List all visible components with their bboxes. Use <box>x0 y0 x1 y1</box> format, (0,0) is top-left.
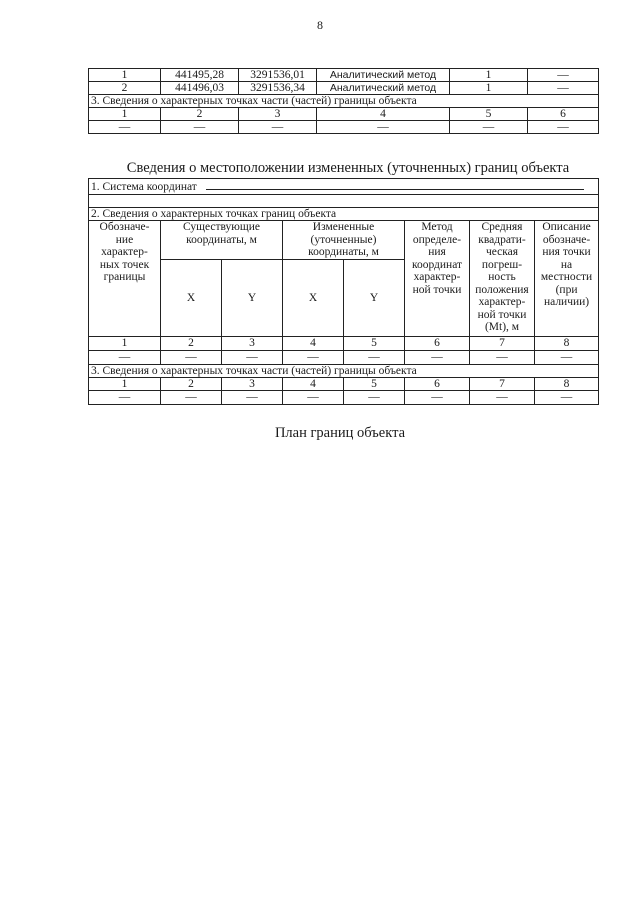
point-number-cell: 2 <box>89 82 161 95</box>
header-changed-y: Y <box>344 259 405 336</box>
header-method: Метод определе- ния координат характер- ной точки <box>405 221 470 337</box>
column-number-cell: 3 <box>222 377 283 390</box>
column-number-cell: 5 <box>450 108 528 121</box>
column-number-row <box>89 336 599 350</box>
coord-system-label: 1. Система координат <box>91 180 197 193</box>
point-number-cell: 1 <box>89 69 161 82</box>
changed-section-title: Сведения о местоположении измененных (уточненных) границ объекта <box>126 160 570 176</box>
dash-cell: — <box>161 350 222 364</box>
changed-boundaries-table <box>88 178 599 405</box>
column-number-cell: 6 <box>405 377 470 390</box>
dash-cell: — <box>89 350 161 364</box>
column-number-cell: 1 <box>89 377 161 390</box>
column-number-row <box>89 108 599 121</box>
x-coordinate-cell: 441496,03 <box>161 82 239 95</box>
description-cell: — <box>528 82 599 95</box>
blank-row <box>89 195 599 208</box>
top-section3-title: 3. Сведения о характерных точках части (частей) границы объекта <box>89 95 599 108</box>
column-number-cell: 7 <box>470 336 535 350</box>
method-cell: Аналитический метод <box>317 82 450 95</box>
dash-cell: — <box>470 350 535 364</box>
dash-cell: — <box>535 350 599 364</box>
column-number-cell: 1 <box>89 336 161 350</box>
dash-cell: — <box>161 121 239 134</box>
dash-cell: — <box>470 390 535 404</box>
empty-value-row <box>89 121 599 134</box>
top-coordinates-table <box>88 68 599 134</box>
dash-cell: — <box>405 390 470 404</box>
column-number-cell: 1 <box>89 108 161 121</box>
header-existing-y: Y <box>222 259 283 336</box>
header-existing-x: X <box>161 259 222 336</box>
empty-value-row <box>89 350 599 364</box>
table-row <box>89 82 599 95</box>
dash-cell: — <box>222 350 283 364</box>
column-number-cell: 2 <box>161 377 222 390</box>
header-changed-coords: Измененные (уточненные) координаты, м <box>283 221 405 260</box>
mt-cell: 1 <box>450 69 528 82</box>
column-number-cell: 2 <box>161 336 222 350</box>
dash-cell: — <box>528 121 599 134</box>
column-number-cell: 4 <box>283 336 344 350</box>
dash-cell: — <box>535 390 599 404</box>
dash-cell: — <box>161 390 222 404</box>
column-number-cell: 5 <box>344 377 405 390</box>
column-number-cell: 4 <box>283 377 344 390</box>
empty-value-row <box>89 390 599 404</box>
header-mt: Средняя квадрати- ческая погреш- ность положения характер- ной точки (Mt), м <box>470 221 535 337</box>
header-description: Описание обозначе- ния точки на местности (при наличии) <box>535 221 599 337</box>
coord-system-row <box>89 179 599 195</box>
table-row <box>89 69 599 82</box>
column-number-cell: 2 <box>161 108 239 121</box>
column-number-cell: 3 <box>239 108 317 121</box>
dash-cell: — <box>222 390 283 404</box>
mt-cell: 1 <box>450 82 528 95</box>
dash-cell: — <box>283 350 344 364</box>
dash-cell: — <box>239 121 317 134</box>
column-number-cell: 8 <box>535 336 599 350</box>
method-cell: Аналитический метод <box>317 69 450 82</box>
column-number-cell: 6 <box>528 108 599 121</box>
column-number-cell: 3 <box>222 336 283 350</box>
header-existing-coords: Существующие координаты, м <box>161 221 283 260</box>
header-designation: Обозначе- ние характер- ных точек границы <box>89 221 161 337</box>
changed-section3-title: 3. Сведения о характерных точках части (частей) границы объекта <box>89 364 599 377</box>
dash-cell: — <box>405 350 470 364</box>
coord-system-value <box>206 189 584 190</box>
column-number-cell: 8 <box>535 377 599 390</box>
y-coordinate-cell: 3291536,01 <box>239 69 317 82</box>
x-coordinate-cell: 441495,28 <box>161 69 239 82</box>
points-title: 2. Сведения о характерных точках границ объекта <box>89 208 599 221</box>
plan-title: План границ объекта <box>274 425 406 441</box>
dash-cell: — <box>450 121 528 134</box>
column-number-cell: 4 <box>317 108 450 121</box>
dash-cell: — <box>283 390 344 404</box>
y-coordinate-cell: 3291536,34 <box>239 82 317 95</box>
dash-cell: — <box>317 121 450 134</box>
column-number-cell: 5 <box>344 336 405 350</box>
dash-cell: — <box>89 390 161 404</box>
dash-cell: — <box>344 390 405 404</box>
description-cell: — <box>528 69 599 82</box>
dash-cell: — <box>344 350 405 364</box>
page-number: 8 <box>317 18 323 32</box>
column-number-cell: 6 <box>405 336 470 350</box>
header-changed-x: X <box>283 259 344 336</box>
column-number-row <box>89 377 599 390</box>
column-number-cell: 7 <box>470 377 535 390</box>
dash-cell: — <box>89 121 161 134</box>
